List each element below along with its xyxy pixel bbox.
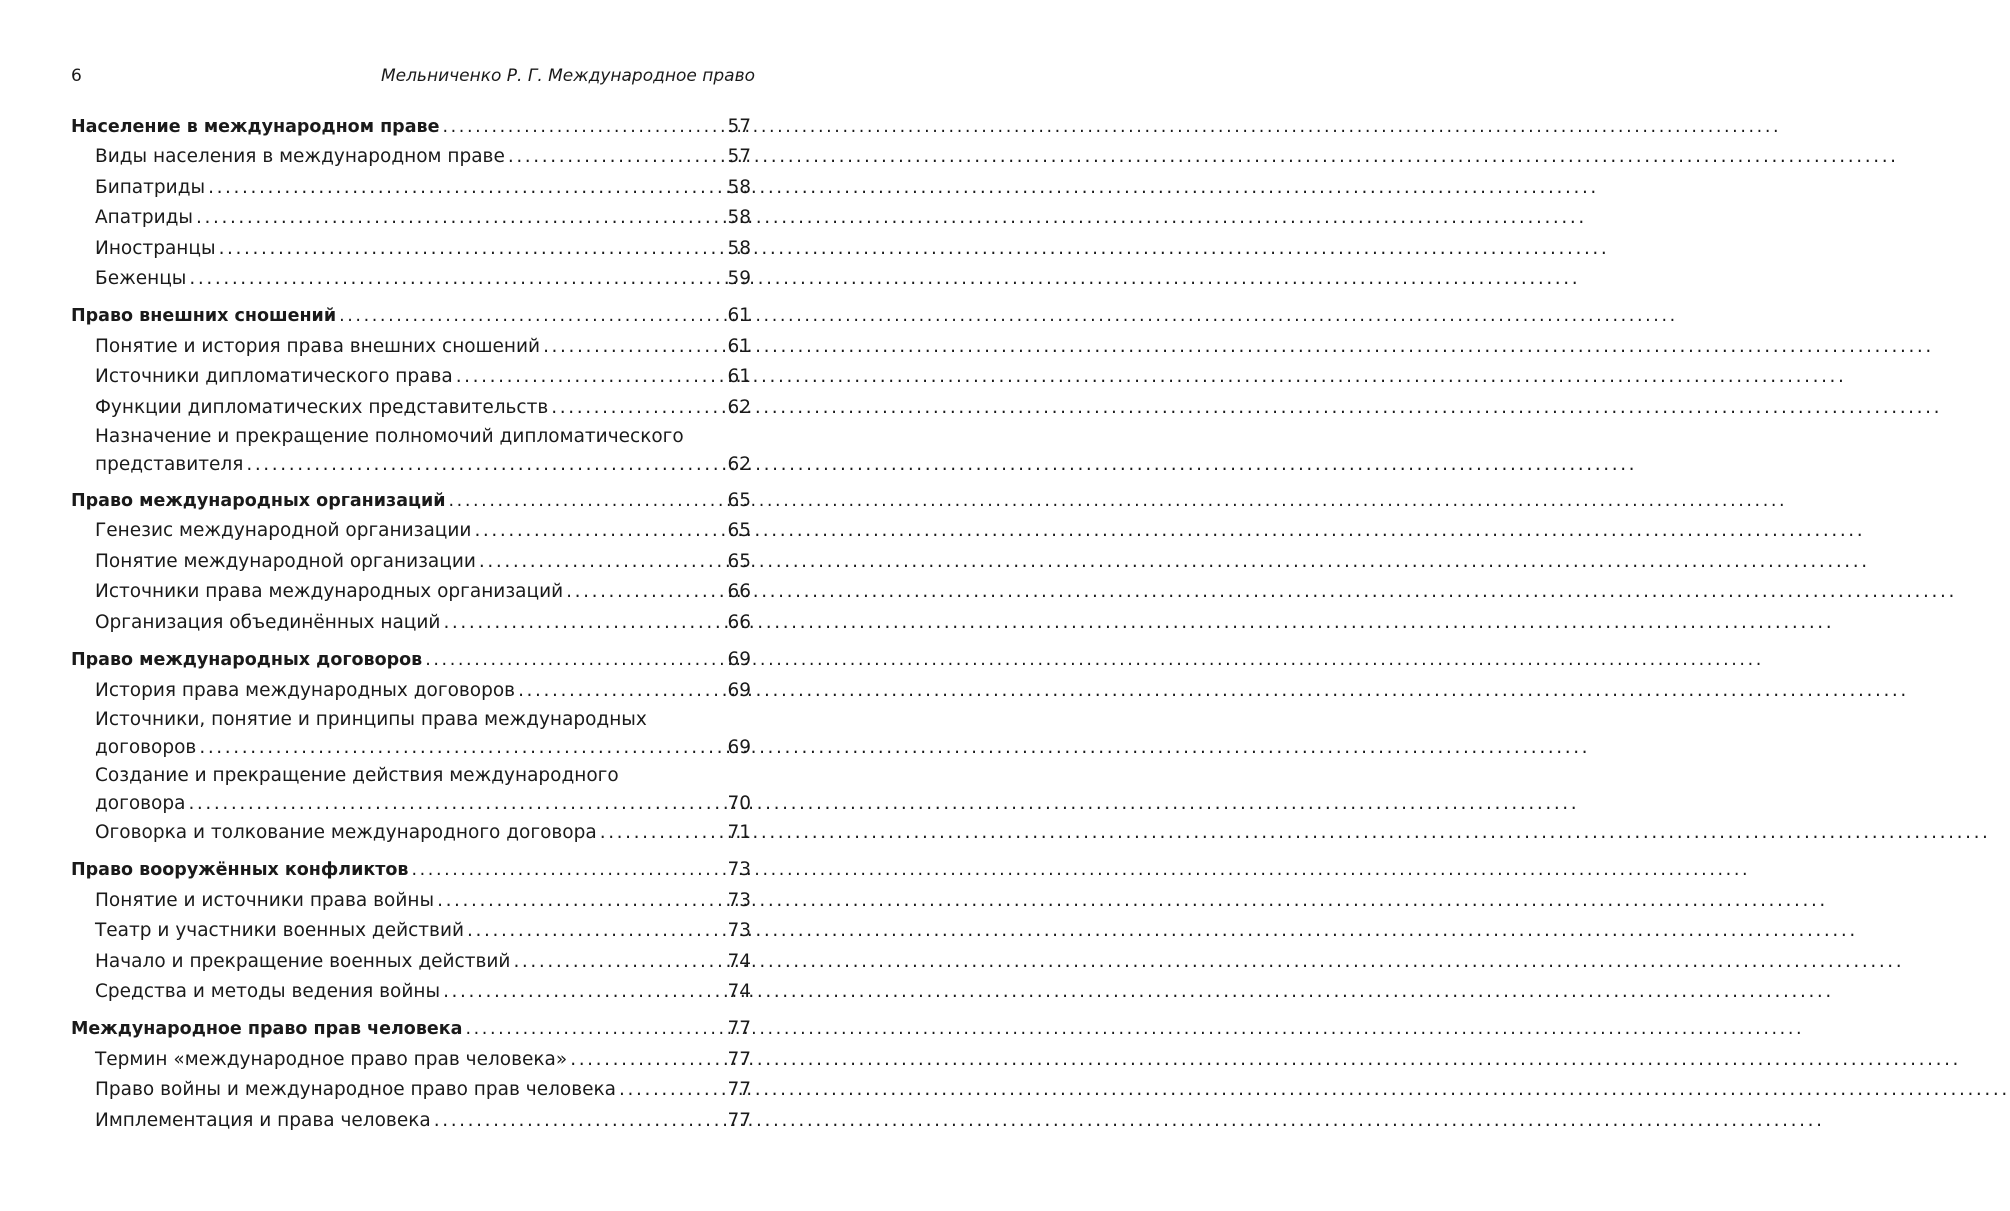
toc-entry-title: Апатриды xyxy=(95,207,194,229)
toc-entry-title-line1: Назначение и прекращение полномочий дипломатического xyxy=(95,426,684,448)
toc-entry-page-number: 77 xyxy=(727,1079,751,1101)
toc-entry[interactable] xyxy=(71,608,751,638)
toc-section xyxy=(71,301,751,479)
toc-entry-page-number: 59 xyxy=(727,268,751,290)
dot-leader xyxy=(518,676,724,706)
dot-leader xyxy=(411,855,724,885)
toc-chapter-entry[interactable] xyxy=(71,645,751,675)
dot-leader xyxy=(474,516,724,546)
toc-entry[interactable] xyxy=(71,547,751,577)
toc-entry-title: Функции дипломатических представительств xyxy=(95,396,549,418)
dot-leader xyxy=(508,142,724,172)
toc-entry[interactable] xyxy=(71,516,751,546)
toc-chapter-entry[interactable] xyxy=(71,112,751,142)
toc-entry-page-number: 71 xyxy=(727,821,751,843)
toc-entry[interactable] xyxy=(71,264,751,294)
toc-entry-page-number: 58 xyxy=(727,207,751,229)
toc-chapter-entry-page-number: 69 xyxy=(727,649,751,671)
toc-entry-title: Театр и участники военных действий xyxy=(95,920,465,942)
toc-entry-title: Термин «международное право прав человека» xyxy=(95,1048,568,1070)
dot-leader xyxy=(425,645,724,675)
toc-chapter-entry-page-number: 61 xyxy=(727,305,751,327)
dot-leader xyxy=(600,818,724,848)
toc-entry-page-number: 73 xyxy=(727,920,751,942)
toc-entry-page-number: 66 xyxy=(727,581,751,603)
dot-leader xyxy=(199,734,724,762)
toc-entry-title: Организация объединённых наций xyxy=(95,611,441,633)
toc-entry[interactable] xyxy=(71,734,751,762)
dot-leader xyxy=(456,362,724,392)
toc-entry-page-number: 65 xyxy=(727,520,751,542)
toc-entry-page-number: 77 xyxy=(727,1048,751,1070)
dot-leader xyxy=(479,547,724,577)
toc-entry-title: Право войны и международное право прав человека xyxy=(95,1079,617,1101)
toc-entry-page-number: 58 xyxy=(727,176,751,198)
toc-entry-title: Иностранцы xyxy=(95,237,216,259)
toc-chapter-entry[interactable] xyxy=(71,1014,751,1044)
toc-entry-title: Имплементация и права человека xyxy=(95,1109,431,1131)
toc-entry-title: Источники дипломатического права xyxy=(95,366,453,388)
toc-entry-page-number: 74 xyxy=(727,950,751,972)
toc-entry[interactable] xyxy=(71,790,751,818)
toc-chapter-entry-page-number: 77 xyxy=(727,1018,751,1040)
toc-chapter-entry-page-number: 57 xyxy=(727,116,751,137)
toc-chapter-entry-title: Право международных договоров xyxy=(71,650,423,671)
dot-leader xyxy=(246,451,724,479)
toc-chapter-entry-title: Население в международном праве xyxy=(71,117,440,137)
toc-entry[interactable] xyxy=(71,203,751,233)
dot-leader xyxy=(551,393,724,423)
toc-entry[interactable] xyxy=(71,142,751,172)
toc-chapter-entry[interactable] xyxy=(71,301,751,331)
toc-entry[interactable] xyxy=(71,1075,751,1105)
dot-leader xyxy=(442,112,724,142)
toc-entry-page-number: 73 xyxy=(727,889,751,911)
toc-entry-title: договора xyxy=(95,792,186,814)
toc-entry-page-number: 65 xyxy=(727,550,751,572)
toc-entry-page-number: 62 xyxy=(727,454,751,476)
toc-chapter-entry-page-number: 73 xyxy=(727,859,751,881)
toc-entry[interactable] xyxy=(71,947,751,977)
toc-chapter-entry-title: Право внешних сношений xyxy=(71,306,337,327)
dot-leader xyxy=(467,916,724,946)
toc-section xyxy=(71,645,751,848)
running-title: Мельниченко Р. Г. Международное право xyxy=(380,66,755,86)
toc-entry[interactable] xyxy=(71,173,751,203)
toc-section xyxy=(71,1014,751,1136)
toc-entry[interactable] xyxy=(71,818,751,848)
toc-entry-title: Понятие международной организации xyxy=(95,550,476,572)
toc-entry-title: договоров xyxy=(95,736,197,758)
dot-leader xyxy=(219,234,724,264)
dot-leader xyxy=(513,947,724,977)
toc-entry[interactable] xyxy=(71,676,751,706)
toc-chapter-entry-title: Право вооружённых конфликтов xyxy=(71,860,409,881)
toc-chapter-entry-title: Международное право прав человека xyxy=(71,1019,463,1040)
toc-entry-title: Оговорка и толкование международного договора xyxy=(95,821,597,843)
toc-entry[interactable] xyxy=(71,977,751,1007)
toc-entry-title: Источники права международных организаций xyxy=(95,581,564,603)
dot-leader xyxy=(189,264,724,294)
dot-leader xyxy=(188,790,724,818)
toc-entry-title: Понятие и история права внешних сношений xyxy=(95,335,541,357)
toc-entry-title-line1: Создание и прекращение действия международного xyxy=(95,764,619,786)
toc-entry-page-number: 66 xyxy=(727,611,751,633)
page-number: 6 xyxy=(71,66,82,86)
toc-entry-title: Понятие и источники права войны xyxy=(95,889,435,911)
toc-chapter-entry[interactable] xyxy=(71,855,751,885)
toc-entry-title: представителя xyxy=(95,454,244,476)
dot-leader xyxy=(570,1045,724,1075)
toc-entry-page-number: 69 xyxy=(727,736,751,758)
toc-entry-page-number: 70 xyxy=(727,792,751,814)
toc-entry-page-number: 74 xyxy=(727,980,751,1002)
toc-chapter-entry-title: Право международных организаций xyxy=(71,491,446,512)
toc-entry-title: История права международных договоров xyxy=(95,679,516,701)
toc-entry-title: Средства и методы ведения войны xyxy=(95,980,441,1002)
toc-entry-page-number: 61 xyxy=(727,366,751,388)
toc-section xyxy=(71,855,751,1007)
toc-entry-page-number: 62 xyxy=(727,396,751,418)
page-header xyxy=(71,66,755,92)
toc-entry[interactable] xyxy=(71,393,751,423)
dot-leader xyxy=(437,886,724,916)
toc-entry[interactable] xyxy=(71,916,751,946)
dot-leader xyxy=(443,977,724,1007)
dot-leader xyxy=(434,1106,724,1136)
table-of-contents xyxy=(71,112,751,1143)
toc-entry[interactable] xyxy=(71,1045,751,1075)
toc-entry-page-number: 69 xyxy=(727,679,751,701)
toc-entry-page-number: 58 xyxy=(727,237,751,259)
toc-entry-title: Начало и прекращение военных действий xyxy=(95,950,511,972)
dot-leader xyxy=(465,1014,724,1044)
toc-entry[interactable] xyxy=(71,362,751,392)
toc-entry[interactable] xyxy=(71,451,751,479)
toc-entry[interactable] xyxy=(71,577,751,607)
dot-leader xyxy=(619,1075,724,1105)
toc-section xyxy=(71,112,751,294)
dot-leader xyxy=(543,332,724,362)
toc-entry-title: Виды населения в международном праве xyxy=(95,146,505,168)
toc-entry-page-number: 61 xyxy=(727,335,751,357)
toc-entry-page-number: 57 xyxy=(727,146,751,168)
toc-entry[interactable] xyxy=(71,1106,751,1136)
toc-section xyxy=(71,486,751,638)
dot-leader xyxy=(196,203,724,233)
toc-entry-title: Генезис международной организации xyxy=(95,520,472,542)
toc-entry-title: Бипатриды xyxy=(95,176,206,198)
toc-chapter-entry-page-number: 65 xyxy=(727,490,751,512)
toc-entry[interactable] xyxy=(71,332,751,362)
dot-leader xyxy=(566,577,724,607)
toc-entry[interactable] xyxy=(71,886,751,916)
toc-chapter-entry[interactable] xyxy=(71,486,751,516)
dot-leader xyxy=(449,486,724,516)
dot-leader xyxy=(339,301,724,331)
toc-entry-title-line1: Источники, понятие и принципы права международных xyxy=(95,708,647,730)
toc-entry-title: Беженцы xyxy=(95,268,187,290)
dot-leader xyxy=(443,608,724,638)
toc-entry-page-number: 77 xyxy=(727,1109,751,1131)
dot-leader xyxy=(208,173,724,203)
toc-entry[interactable] xyxy=(71,234,751,264)
